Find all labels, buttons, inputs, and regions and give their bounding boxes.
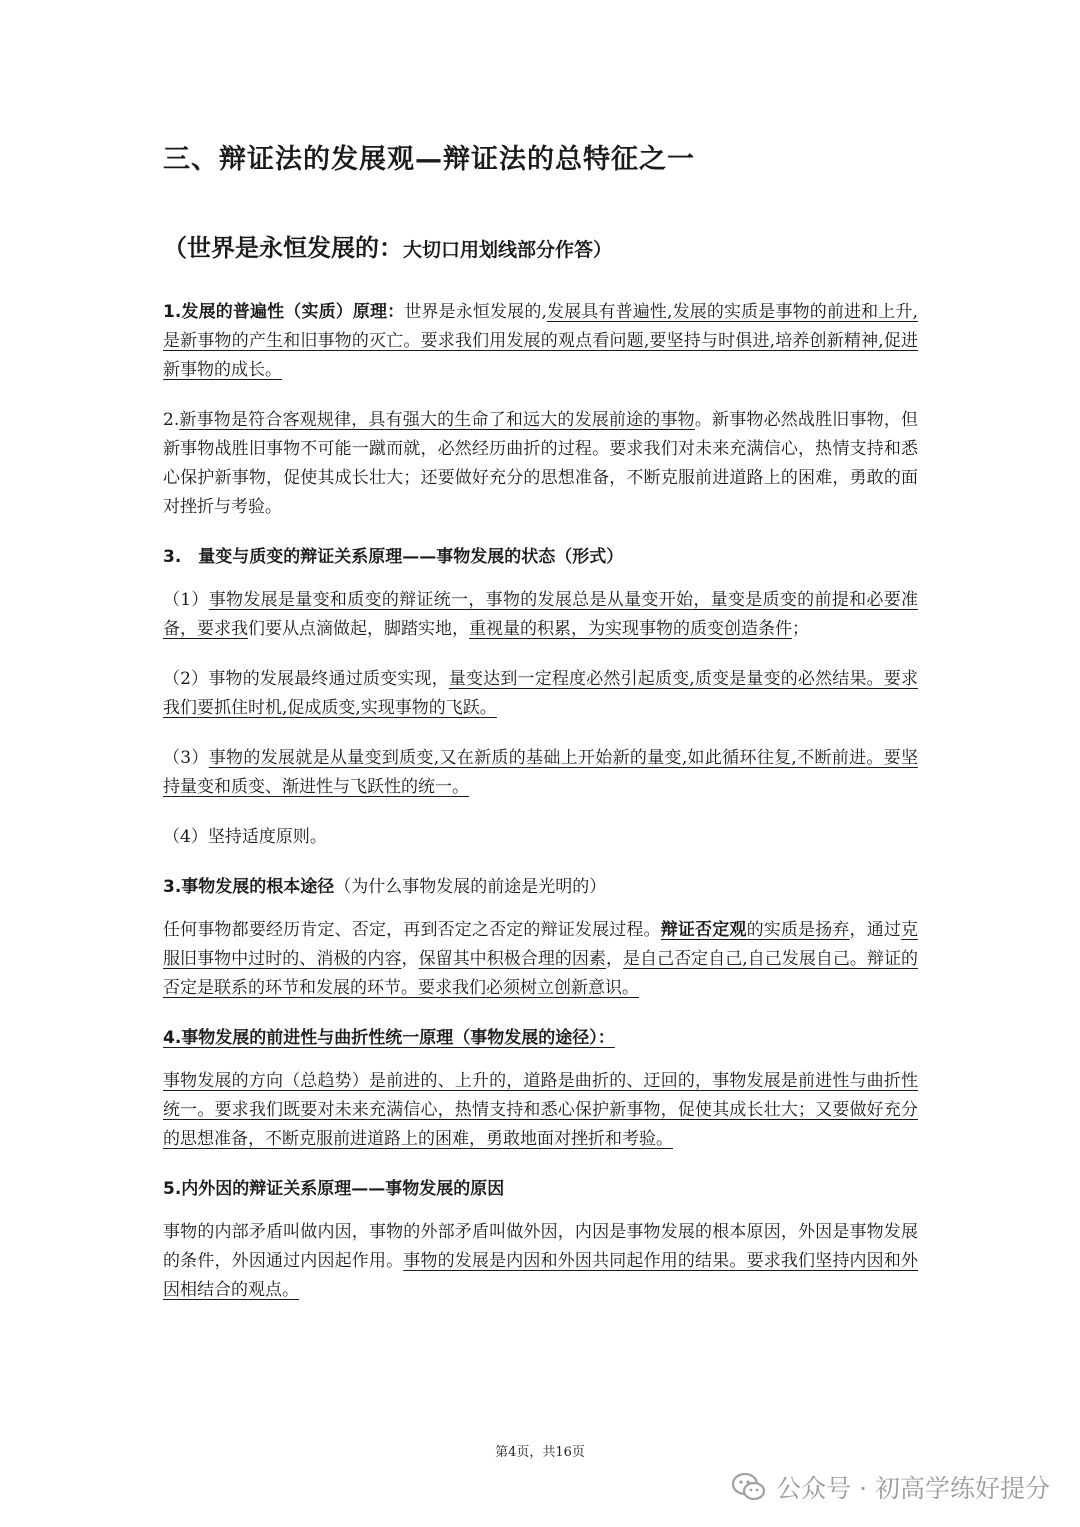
page-number: 第4页，共16页: [495, 1445, 585, 1460]
watermark-text: 公众号 · 初高学练好提分: [776, 1474, 1050, 1503]
section-2-text: 。新事物必然战胜旧事物，但新事物战胜旧事物不可能一蹴而就，必然经历曲折的过程。要求我们对未来充满信心，热情支持和悉心保护新事物，促使其成长壮大；还要做好充分的思想准备，不断克服前进道路上的困难，勇敢的面对挫折与考验。: [163, 410, 919, 517]
section-4-underlined-4: 是自己否定自己,自己发展自己。辩证的否定是联系的环节和发展的环节。要求我们必须树立创新意识。: [163, 949, 919, 998]
section-4-text-3: ，: [401, 949, 419, 969]
section-1-text: 世界是永恒发展的,: [404, 302, 547, 322]
point-1-underlined-b: 重视量的积累，为实现事物的质变创造条件: [469, 619, 792, 639]
section-4-text-4: ，: [605, 949, 624, 969]
subtitle: [163, 228, 918, 270]
subtitle-main: （世界是永恒发展的：: [163, 234, 403, 262]
section-4-underlined-3: 保留其中积极合理的因素: [418, 949, 606, 969]
section-4-underlined-2: 克服旧事物中过时的、消极的内容: [163, 920, 919, 969]
section-5-paragraph: [163, 1067, 918, 1154]
document-content: [163, 140, 918, 1326]
section-4-key-term: 辩证否定观: [660, 920, 747, 940]
point-2-underlined: 量变达到一定程度必然引起质变,质变是量变的必然结果。要求我们要抓住时机,促成质变,实现事物的飞跃。: [163, 669, 918, 718]
wechat-icon: [732, 1472, 766, 1502]
section-2-paragraph: [163, 406, 918, 522]
section-6-paragraph: [163, 1218, 918, 1305]
point-1-prefix: （1）: [163, 590, 209, 610]
section-3-point-1: [163, 586, 918, 644]
section-4-heading-note: （为什么事物发展的前途是光明的）: [334, 877, 607, 897]
subtitle-note: 大切口用划线部分作答）: [403, 239, 613, 261]
section-1-paragraph: [163, 298, 918, 385]
watermark: [732, 1468, 1050, 1506]
section-5-underlined: 事物发展的方向（总趋势）是前进的、上升的，道路是曲折的、迂回的，事物发展是前进性与曲折性统一。要求我们既要对未来充满信心，热情支持和悉心保护新事物，促使其成长壮大；又要做好充分的思想准备，不断克服前进道路上的困难，勇敢地面对挫折和考验。: [163, 1071, 918, 1149]
section-5-heading: 4.事物发展的前进性与曲折性统一原理（事物发展的途径）：: [163, 1028, 615, 1048]
section-4-text-2: ，通过: [849, 920, 902, 940]
section-6-underlined: 事物的发展是内因和外因共同起作用的结果。要求我们坚持内因和外因相结合的观点。: [163, 1251, 919, 1300]
section-1-label: 1.发展的普遍性（实质）原理：: [163, 302, 405, 322]
section-3-point-3: [163, 744, 918, 802]
section-2-underlined: 新事物是符合客观规律，具有强大的生命了和远大的发展前途的事物: [179, 410, 695, 430]
page-title: 三、辩证法的发展观—辩证法的总特征之一: [163, 144, 695, 175]
point-1-end: ；: [792, 619, 809, 639]
section-3-point-4: （4）坚持适度原则。: [163, 827, 327, 847]
section-3-point-2: [163, 665, 918, 723]
section-4-heading: [163, 873, 918, 902]
point-1-underlined-a: 事物发展是量变和质变的辩证统一，事物的发展总是从量变开始，量变是质变的前提和必要准备，要求我: [163, 590, 919, 639]
section-6-text: 事物的内部矛盾叫做内因，事物的外部矛盾叫做外因，内因是事物发展的根本原因，外因是事物发展的条件，外因通过内因起作用。: [163, 1222, 918, 1271]
section-2-prefix: 2.: [163, 410, 180, 430]
point-1-text: 们要从点滴做起，脚踏实地，: [248, 619, 469, 639]
section-4-underlined-1: 的实质是扬弃: [746, 920, 850, 940]
point-2-text: （2）事物的发展最终通过质变实现，: [163, 669, 449, 689]
section-3-heading: 3. 量变与质变的辩证关系原理——事物发展的状态（形式）: [163, 547, 624, 567]
section-4-text-1: 任何事物都要经历肯定、否定，再到否定之否定的辩证发展过程。: [163, 920, 661, 940]
point-3-underlined: 事物的发展就是从量变到质变,又在新质的基础上开始新的量变,如此循环往复,不断前进。要坚持量变和质变、渐进性与飞跃性的统一。: [163, 748, 918, 797]
section-1-underlined: 发展具有普遍性,发展的实质是事物的前进和上升,是新事物的产生和旧事物的灭亡。要求我们用发展的观点看问题,要坚持与时俱进,培养创新精神,促进新事物的成长。: [163, 302, 918, 380]
point-3-prefix: （3）: [163, 748, 209, 768]
section-4-heading-text: 3.事物发展的根本途径: [163, 877, 335, 897]
section-6-heading: 5.内外因的辩证关系原理——事物发展的原因: [163, 1179, 505, 1199]
section-4-paragraph: [163, 916, 918, 1003]
